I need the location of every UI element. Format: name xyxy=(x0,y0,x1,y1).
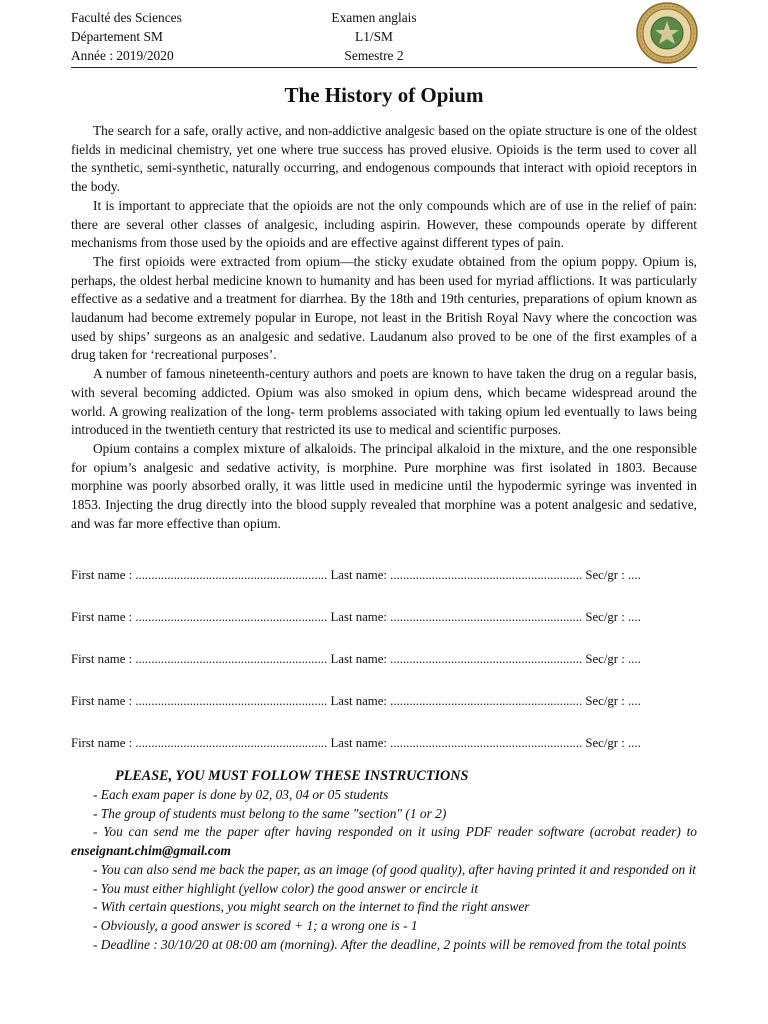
paragraph: The search for a safe, orally active, and non-addictive analgesic based on the opiate structure is one of the oldest fields in medicinal chemistry, yet one where true success has proved elusive. Opioids is the term used to cover all the synthetic, semi-synthetic, naturally occurring, and endogenous compounds that interact with opioid receptors in the body. xyxy=(71,123,697,195)
name-row[interactable]: First name : ............................................................ Last name: ............................................................ Sec/gr : .... xyxy=(71,652,641,666)
page-title: The History of Opium xyxy=(284,83,484,107)
instructions-heading: PLEASE, YOU MUST FOLLOW THESE INSTRUCTIONS xyxy=(115,768,469,784)
exam-header xyxy=(71,8,697,68)
contact-email[interactable]: enseignant.chim@gmail.com xyxy=(71,843,231,859)
instruction-item: - With certain questions, you might search on the internet to find the right answer xyxy=(93,899,530,915)
article-body xyxy=(71,122,697,533)
header-divider xyxy=(71,67,697,68)
instruction-item: - You must either highlight (yellow color) the good answer or encircle it xyxy=(93,880,479,896)
instruction-item: - Obviously, a good answer is scored + 1; a wrong one is - 1 xyxy=(93,917,418,933)
exam-semester: Semestre 2 xyxy=(344,48,404,63)
faculty-info xyxy=(71,8,182,65)
paragraph: A number of famous nineteenth-century authors and poets are known to have taken the drug on a regular basis, with several becoming addicted. Opium was also smoked in opium dens, which became widespread around the world. A growing realization of the long- term problems associated with taking opium led eventually to laws being introduced in the twentieth century that restricted its use to medical and scientific purposes. xyxy=(71,366,697,438)
department-name: Département SM xyxy=(71,29,163,44)
instruction-item: - Each exam paper is done by 02, 03, 04 or 05 students xyxy=(93,787,389,802)
instruction-text: - You can send me the paper after having responded on it using PDF reader software (acrobat reader) to xyxy=(93,824,697,840)
instruction-item: - You can also send me back the paper, as an image (of good quality), after having printed it and responded on it xyxy=(93,861,697,877)
instruction-item: - The group of students must belong to the same "section" (1 or 2) xyxy=(93,805,447,821)
instructions-section xyxy=(71,766,697,954)
name-row[interactable]: First name : ............................................................ Last name: ............................................................ Sec/gr : .... xyxy=(71,568,641,582)
paragraph: The first opioids were extracted from opium—the sticky exudate obtained from the opium poppy. Opium is, perhaps, the oldest herbal medicine known to humanity and has been used for myriad afflictions. It was particularly effective as a sedative and a treatment for diarrhea. By the 18th and 19th centuries, preparations of opium known as laudanum had become extremely popular in Europe, not least in the British Royal Navy where the concoction was used by ships’ surgeons as an analgesic and sedative. Laudanum also proved to be one of the first examples of a drug taken for ‘recreational purposes’. xyxy=(71,253,697,363)
paragraph: It is important to appreciate that the opioids are not the only compounds which are of use in the relief of pain: there are several other classes of analgesic, including aspirin. However, these compounds operate by different mechanisms from those used by the opioids and are effective against different types of pain. xyxy=(71,197,697,251)
instruction-item: - Deadline : 30/10/20 at 08:00 am (morning). After the deadline, 2 points will be removed from the total points xyxy=(93,936,687,952)
instruction-item xyxy=(71,823,697,860)
name-row[interactable]: First name : ............................................................ Last name: ............................................................ Sec/gr : .... xyxy=(71,736,641,750)
academic-year: Année : 2019/2020 xyxy=(71,48,174,63)
faculty-name: Faculté des Sciences xyxy=(71,10,182,25)
university-seal-icon xyxy=(636,2,698,64)
name-row[interactable]: First name : ............................................................ Last name: ............................................................ Sec/gr : .... xyxy=(71,610,641,624)
exam-subject: Examen anglais xyxy=(331,10,417,25)
exam-level: L1/SM xyxy=(355,29,393,44)
exam-info xyxy=(314,8,434,65)
paragraph: Opium contains a complex mixture of alkaloids. The principal alkaloid in the mixture, and the one responsible for opium’s analgesic and sedative activity, is morphine. Pure morphine was first isolated in 1803. Because morphine was poorly absorbed orally, it was little used in medicine until the hypodermic syringe was invented in 1853. Injecting the drug directly into the blood supply revealed that morphine was a potent analgesic and sedative, and was far more effective than opium. xyxy=(71,440,697,531)
name-row[interactable]: First name : ............................................................ Last name: ............................................................ Sec/gr : .... xyxy=(71,694,641,708)
student-name-fields xyxy=(71,566,701,776)
